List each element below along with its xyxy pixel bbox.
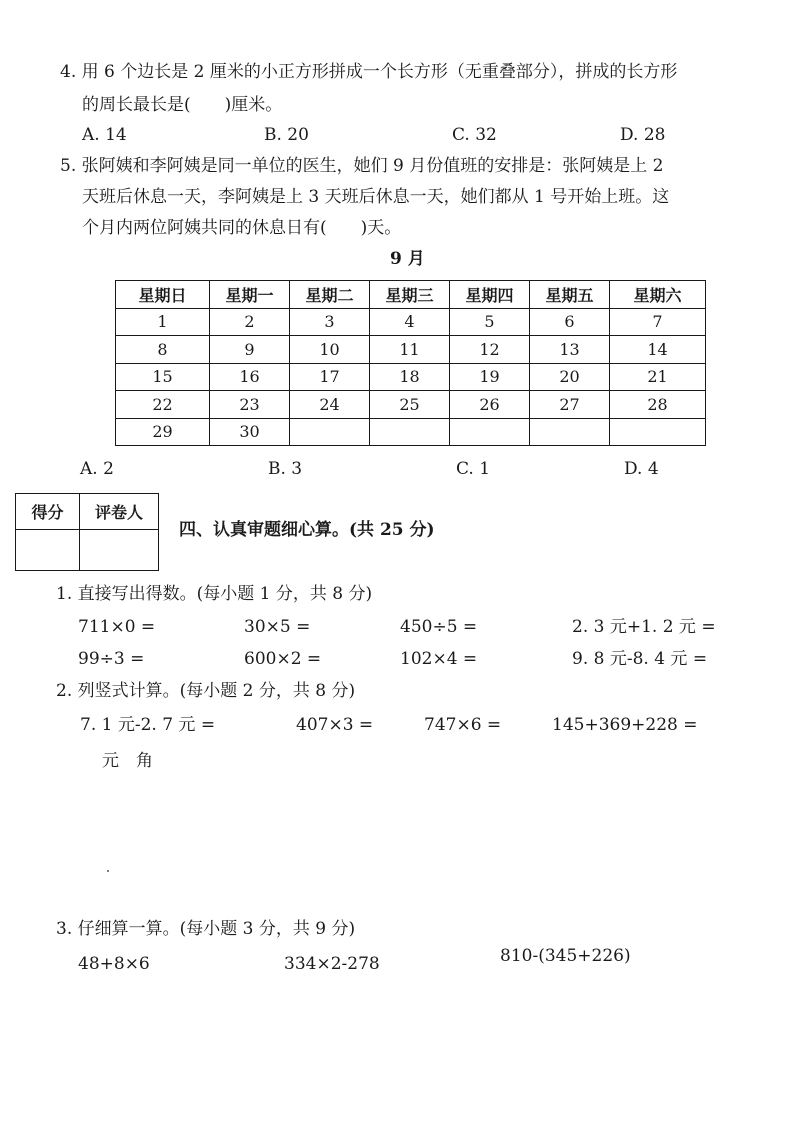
calendar-row — [116, 363, 706, 391]
q5-option-d: D. 4 — [624, 459, 659, 479]
calendar-day: 1 — [116, 308, 210, 336]
p2-item: 747×6 = — [424, 715, 502, 735]
q4-option-d: D. 28 — [620, 125, 666, 145]
calendar-day: 30 — [210, 418, 290, 446]
calendar-day: 21 — [610, 363, 706, 391]
calendar-row — [116, 308, 706, 336]
p2-item: 145+369+228 = — [552, 715, 698, 735]
calendar-day: 15 — [116, 363, 210, 391]
p1-item: 450÷5 = — [400, 617, 478, 637]
p1-item: 99÷3 = — [78, 649, 145, 669]
q5-line1: 5. 张阿姨和李阿姨是同一单位的医生，她们 9 月份值班的安排是：张阿姨是上 2 — [60, 156, 664, 176]
calendar-table — [115, 280, 706, 446]
calendar-day — [370, 418, 450, 446]
p2-unit-label: 元 角 — [102, 751, 153, 771]
calendar-day: 13 — [530, 336, 610, 364]
grader-field[interactable] — [80, 530, 159, 571]
q5-option-c: C. 1 — [456, 459, 491, 479]
p3-title: 3. 仔细算一算。(每小题 3 分，共 9 分) — [56, 919, 356, 939]
weekday-header: 星期六 — [610, 281, 706, 309]
p3-item: 48+8×6 — [78, 954, 150, 974]
calendar-day: 28 — [610, 391, 706, 419]
calendar-day: 26 — [450, 391, 530, 419]
weekday-header: 星期日 — [116, 281, 210, 309]
grader-label: 评卷人 — [80, 494, 159, 530]
calendar-day — [450, 418, 530, 446]
calendar-day: 29 — [116, 418, 210, 446]
p1-title: 1. 直接写出得数。(每小题 1 分，共 8 分) — [56, 584, 373, 604]
p1-item: 711×0 = — [78, 617, 156, 637]
calendar-day: 11 — [370, 336, 450, 364]
calendar-day: 20 — [530, 363, 610, 391]
calendar-row — [116, 391, 706, 419]
calendar-day: 19 — [450, 363, 530, 391]
score-box — [15, 493, 159, 571]
q4-option-a: A. 14 — [82, 125, 127, 145]
weekday-header: 星期五 — [530, 281, 610, 309]
calendar-row — [116, 336, 706, 364]
q4-option-c: C. 32 — [452, 125, 497, 145]
calendar-day: 2 — [210, 308, 290, 336]
calendar-day: 16 — [210, 363, 290, 391]
calendar-day: 17 — [290, 363, 370, 391]
calendar-row — [116, 418, 706, 446]
q5-option-b: B. 3 — [268, 459, 303, 479]
calendar-day: 3 — [290, 308, 370, 336]
q4-line1: 4. 用 6 个边长是 2 厘米的小正方形拼成一个长方形（无重叠部分），拼成的长方形 — [60, 62, 678, 82]
calendar-day: 7 — [610, 308, 706, 336]
p2-item: 407×3 = — [296, 715, 374, 735]
weekday-header: 星期二 — [290, 281, 370, 309]
q4-line2: 的周长最长是( )厘米。 — [82, 95, 283, 115]
p1-item: 2. 3 元+1. 2 元 = — [572, 617, 716, 637]
p1-item: 30×5 = — [244, 617, 311, 637]
p3-item: 334×2-278 — [284, 954, 380, 974]
calendar-day — [530, 418, 610, 446]
p3-item: 810-(345+226) — [500, 946, 631, 966]
calendar-day: 9 — [210, 336, 290, 364]
calendar-day — [610, 418, 706, 446]
p1-item: 102×4 = — [400, 649, 478, 669]
calendar-day: 5 — [450, 308, 530, 336]
p1-item: 600×2 = — [244, 649, 322, 669]
calendar-day: 4 — [370, 308, 450, 336]
calendar-day: 12 — [450, 336, 530, 364]
calendar-day: 23 — [210, 391, 290, 419]
weekday-header: 星期四 — [450, 281, 530, 309]
weekday-header: 星期三 — [370, 281, 450, 309]
q5-line3: 个月内两位阿姨共同的休息日有( )天。 — [82, 218, 402, 238]
q4-option-b: B. 20 — [264, 125, 309, 145]
p2-item: 7. 1 元-2. 7 元 = — [80, 715, 216, 735]
score-field[interactable] — [16, 530, 80, 571]
q5-line2: 天班后休息一天，李阿姨是上 3 天班后休息一天，她们都从 1 号开始上班。这 — [82, 187, 670, 207]
score-label: 得分 — [16, 494, 80, 530]
stray-dot — [107, 870, 109, 872]
calendar-day: 27 — [530, 391, 610, 419]
calendar-day: 18 — [370, 363, 450, 391]
calendar-day: 10 — [290, 336, 370, 364]
q5-option-a: A. 2 — [80, 459, 114, 479]
calendar-day: 22 — [116, 391, 210, 419]
section4-title: 四、认真审题细心算。(共 25 分) — [179, 520, 435, 540]
calendar-day — [290, 418, 370, 446]
p2-title: 2. 列竖式计算。(每小题 2 分，共 8 分) — [56, 681, 356, 701]
calendar-day: 8 — [116, 336, 210, 364]
calendar-day: 6 — [530, 308, 610, 336]
calendar-title: 9 月 — [390, 249, 425, 269]
weekday-header: 星期一 — [210, 281, 290, 309]
calendar-day: 14 — [610, 336, 706, 364]
calendar-day: 25 — [370, 391, 450, 419]
p1-item: 9. 8 元-8. 4 元 = — [572, 649, 708, 669]
calendar-header-row — [116, 281, 706, 309]
calendar-day: 24 — [290, 391, 370, 419]
